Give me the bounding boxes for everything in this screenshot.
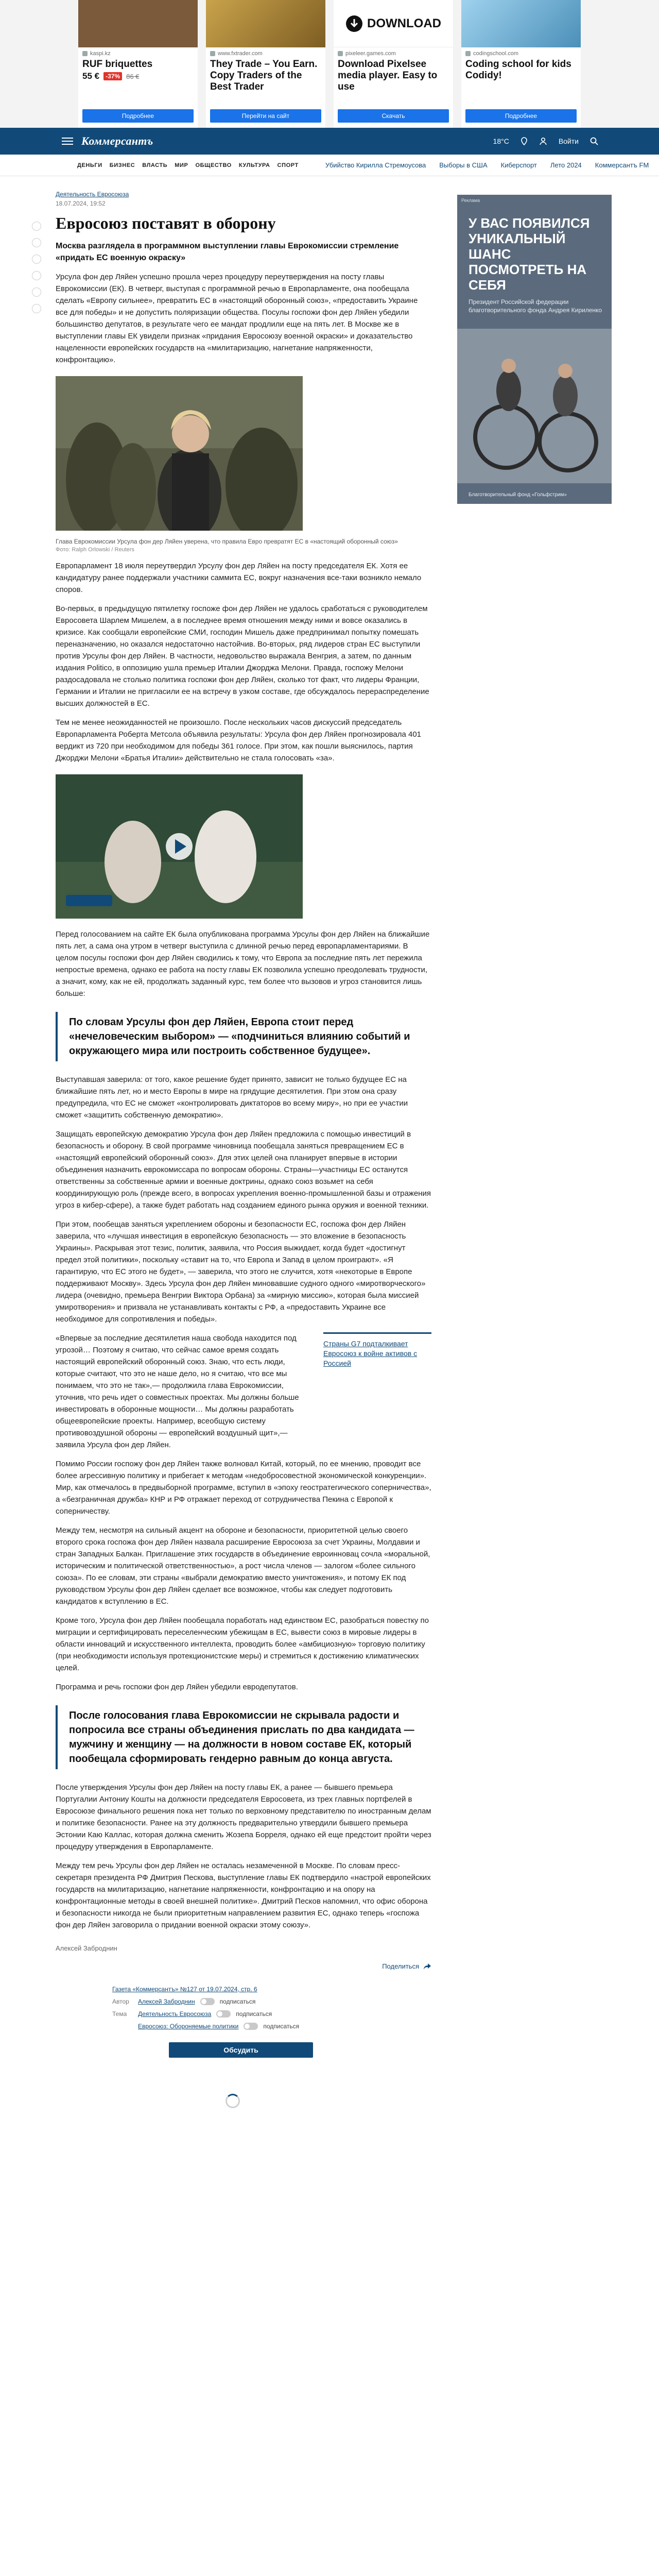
section-nav <box>0 155 659 176</box>
topic-links <box>325 161 649 169</box>
share-icon[interactable] <box>423 1963 431 1970</box>
meta-key: Автор <box>112 1998 129 2005</box>
article-date: 18.07.2024, 19:52 <box>56 200 106 207</box>
video-thumbnail[interactable] <box>56 774 303 919</box>
article-lead: Москва разглядела в программном выступлении главы Еврокомиссии стремление «придать ЕС военную окраску» <box>56 242 399 262</box>
paragraph: «Впервые за последние десятилетия наша свобода находится под угрозой… Поэтому я считаю, что сейчас самое время создать настоящий европейский оборонный союз. Знаю, что есть люди, которые считают, что это не наше дело, но я считаю, что все мы понимаем, что это не так»,— продолжила глава Еврокомиссии, уточнив, что речь идет о совместных проектах. Мы должны больше инвестировать в оборонные мощности… Мы должны разработать общеевропейские проекты. Например, всеобщую систему противовоздушной обороны — европейский воздушный щит»,— заявила Урсула фон дер Ляйен. <box>56 1334 299 1449</box>
share-whatsapp-icon[interactable] <box>32 271 41 280</box>
nav-rubric[interactable]: ОБЩЕСТВО <box>195 162 232 168</box>
ad-image <box>206 0 325 47</box>
paragraph: Между тем речь Урсулы фон дер Ляйен не осталась незамеченной в Москве. По словам пресс-секретаря президента РФ Дмитрия Пескова, выступление главы ЕК подтвердило «настрой европейских государств на милитаризацию, нагнетание напряженности, конфронтацию и на опору на конфронтационные методы в своей внешней политике». Дмитрий Песков напомнил, что офис оборона и безопасности никогда не были приоритетным направлением развития ЕС, однако теперь «госпожа фон дер Ляйен заговорила о придании военной окраски этому союзу». <box>56 1861 431 1929</box>
pull-quote: По словам Урсулы фон дер Ляйен, Европа стоит перед «нечеловеческим выбором» — «подчиниться влиянию событий и окружающего мира или построить собственное будущее». <box>56 1012 431 1061</box>
rail-ad-foot: Благотворительный фонд «Гольфстрим» <box>469 492 567 498</box>
edition-link[interactable]: Газета «Коммерсантъ» №127 от 19.07.2024, стр. 6 <box>112 1986 257 1993</box>
nav-link[interactable]: Выборы в США <box>439 161 488 169</box>
share-bar[interactable] <box>56 1962 431 1970</box>
ad-button[interactable]: Подробнее <box>82 109 194 123</box>
figure-credit: Фото: Ralph Orlowski / Reuters <box>56 547 135 553</box>
ad-image <box>334 0 453 47</box>
rail-ad-sub: Президент Российской федерации благотворительного фонда Андрея Кириленко <box>469 298 602 314</box>
ad-domain: www.fxtrader.com <box>206 47 325 58</box>
ad-card[interactable] <box>334 0 453 128</box>
comment-icon[interactable] <box>32 304 41 313</box>
download-icon <box>345 15 363 32</box>
paragraph: Защищать европейскую демократию Урсула фон дер Ляйен предложила с помощью инвестиций в безопасность и оборону. В свой программе чиновница пообещала заняться превращением ЕС в «настоящий европейский оборонный союз». Для этих целей она планирует впервые в истории объединения назначить еврокомиссара по вопросам обороны. Страны—участницы ЕС останутся ответственны за собственные армии и военные доктрины, однако союз возьмет на себя координирующую роль (прежде всего, в вопросах укрепления военно-промышленной базы и отражения угроз в кибер-сфере), а также будет работать над созданием единого рынка оружия и военной техники. <box>56 1130 431 1210</box>
discount-badge: -37% <box>103 72 122 80</box>
author-row <box>56 1998 431 2005</box>
paragraph: При этом, пообещав заняться укреплением обороны и безопасности ЕС, госпожа фон дер Ляйен заверила, что «лучшая инвестиция в европейскую безопасность — это вложение в безопасность Украины». Раскрывая этот тезис, политик, заявила, что Россия выжидает, когда будет «достигнут предел этой политики», поскольку «ставит на то, что Европа и Запад в целом проиграют». «Я гарантирую, что ЕС этого не будет», — заверила, что этого не случится, хотя «некоторые в Европе поддерживают Москву». Здесь Урсула фон дер Ляйен миновавшие судного одного «миротворческого» лидера (очевидно, премьера Венгрии Виктора Орбана) за «мирную миссию», которая была миссией умиротворения» и призвала не устанавливать контакты с РФ, а «предоставить Украине все необходимое для сопротивления и победы». <box>56 1220 426 1324</box>
ad-card[interactable] <box>461 0 581 128</box>
author-link[interactable]: Алексей Заброднин <box>138 1998 195 2005</box>
rail-ad[interactable] <box>457 195 612 504</box>
ad-label: Реклама <box>461 198 480 203</box>
nav-rubric[interactable]: ДЕНЬГИ <box>77 162 102 168</box>
user-icon[interactable] <box>539 137 547 145</box>
discuss-button[interactable]: Обсудить <box>169 2042 313 2058</box>
paragraph: Помимо России госпожу фон дер Ляйен также волновал Китай, который, по ее мнению, проводит все более агрессивную политику и прибегает к методам «недобросовестной экономической конкуренции». Мир, как отмечалось в предвыборной программе, вступил в «эпоху геостратегического соперничества», а «безграничная дружба» КНР и РФ отражает переход от сотрудничества Пекина с Европой к соперничеству. <box>56 1460 431 1516</box>
figure <box>56 376 431 553</box>
right-rail <box>457 195 612 504</box>
ad-image <box>78 0 198 47</box>
menu-icon[interactable] <box>62 138 73 145</box>
ad-card[interactable] <box>206 0 325 128</box>
download-label: DOWNLOAD <box>367 16 441 30</box>
site-logo[interactable]: Коммерсантъ <box>81 134 153 147</box>
pull-quote: После голосования глава Еврокомиссии не скрывала радости и попросила все страны объединения прислать по два кандидата — мужчину и женщину — на должности в новом составе ЕК, который пообещала сформировать гендерно равным до конца августа. <box>56 1705 431 1769</box>
share-label[interactable]: Поделиться <box>382 1962 419 1970</box>
article <box>56 191 431 2108</box>
location-icon[interactable] <box>521 137 528 145</box>
article-rubric[interactable]: Деятельность Евросоюза <box>56 191 129 198</box>
nav-link[interactable]: Киберспорт <box>500 161 537 169</box>
nav-link[interactable]: Лето 2024 <box>550 161 582 169</box>
figure-caption: Глава Еврокомиссии Урсула фон дер Ляйен уверена, что правила Евро превратят ЕС в «настоящий оборонный союз» <box>56 538 398 545</box>
favicon-icon <box>82 51 88 56</box>
paragraph: Европарламент 18 июля переутвердил Урсулу фон дер Ляйен на посту председателя ЕК. Хотя ее кандидатуру ранее поддержали участники саммита ЕС, вокруг назначения все-таки возникло немало споров. <box>56 562 422 594</box>
subscribe-label[interactable]: подписаться <box>219 1998 256 2005</box>
paragraph: Кроме того, Урсула фон дер Ляйен пообещала поработать над единством ЕС, разобраться повестку по миграции и сертифицировать переселенческим убежищам в ЕС, вывести союз в мировые лидеры в области инноваций и искусственного интеллекта, проводить более «амбициозную» торговую политику (при необходимости используя протекционистские меры) и стремиться к достижению климатических целей. <box>56 1616 429 1672</box>
old-price: 86 € <box>126 72 140 80</box>
theme-link[interactable]: Евросоюз: Обороняемые политики <box>138 2023 239 2030</box>
subscribe-toggle[interactable] <box>200 1998 215 2005</box>
rail-ad-photo <box>457 329 612 483</box>
subscribe-label[interactable]: подписаться <box>263 2023 300 2030</box>
ad-title[interactable]: They Trade – You Earn. Copy Traders of the Best Trader <box>210 59 318 92</box>
ad-domain: codingschool.com <box>461 47 581 58</box>
ad-title[interactable]: Coding school for kids Codidy! <box>465 59 571 81</box>
paragraph: Тем не менее неожиданностей не произошло. После нескольких часов дискуссий председатель Европарламента Роберта Метсола объявила результаты: Урсула фон дер Ляйен прогнозировала 401 вердикт из 720 при необходимом для победы 361 голосе. При этом, как пошли выяснилось, партия Джорджи Мелони «Братья Италии» действительно не стала голосовать «за». <box>56 718 422 762</box>
paragraph: Во-первых, в предыдущую пятилетку госпоже фон дер Ляйен не удалось сработаться с руководителем Евросовета Шарлем Мишелем, а в последнее время отношения между ними и вовсе оказались в кризисе. Как сообщали европейские СМИ, господин Мишель даже предпринимал попытку помешать переназначению, но оказался недостаточно настойчив. Во-вторых, ряд лидеров стран ЕС выступили против Урсулы фон дер Ляйен. В частности, недовольство выражала Венгрия, а затем, по данным издания Politico, в оппозицию ушла премьер Италии Джорджа Мелони. Правда, госпожу Мелони раздосадовала не столько политика госпожи фон дер Ляйен, сколько тот факт, что лидеры Франции, Германии и Италии не пригласили ее на встречу в узком составе, где обсуждалось перераспределение высших должностей в ЕС. <box>56 604 429 708</box>
article-author[interactable]: Алексей Заброднин <box>56 1944 117 1952</box>
paragraph: Выступавшая заверила: от того, какое решение будет принято, зависит не только будущее ЕС на ближайшие пять лет, но и место Европы в мире на грядущие десятилетия. При этом она сразу предупредила, что ЕС не сможет «контролировать диктаторов во всему миру», но при ее участии сможет «защитить собственную демократию». <box>56 1075 408 1120</box>
ad-domain: pixeleer.games.com <box>334 47 453 58</box>
ad-domain: kaspi.kz <box>78 47 198 58</box>
subscribe-toggle[interactable] <box>244 2023 258 2030</box>
nav-rubric[interactable]: СПОРТ <box>277 162 299 168</box>
paragraph: Урсула фон дер Ляйен успешно прошла через процедуру переутверждения на посту главы Еврокомиссии (ЕК). В четверг, выступая с программной речью в Европарламенте, она пообещала сделать «Европу сильнее», превратить ЕС в «настоящий оборонный союз», «предоставить Украине все для победы» и не допустить поляризации общества. Посулы госпожи фон дер Ляйен убедили большинство депутатов, в результате чего ее мандат продлили еще на пять лет. В Москве же в выступлении главы ЕК увидели признак «придания Евросоюзу военной окраски» и доказательство нацеленности европейских государств на «милитаризацию, нагнетание напряженности, конфронтацию». <box>56 273 418 364</box>
photo-von-der-leyen <box>56 376 303 531</box>
ad-cards <box>78 0 581 128</box>
bookmark-icon[interactable] <box>32 287 41 297</box>
ad-button[interactable]: Подробнее <box>465 109 577 123</box>
share-telegram-icon[interactable] <box>32 238 41 247</box>
theme-row <box>56 2010 431 2018</box>
share-rail <box>31 222 42 313</box>
loading-spinner-icon <box>226 2094 240 2108</box>
paragraph: Программа и речь госпожи фон дер Ляйен убедили евродепутатов. <box>56 1683 298 1691</box>
article-title: Евросоюз поставят в оборону <box>56 214 276 232</box>
nav-rubric[interactable]: ВЛАСТЬ <box>142 162 168 168</box>
header-tools <box>493 128 598 155</box>
meta-key: Тема <box>112 2010 127 2018</box>
nav-rubric[interactable]: КУЛЬТУРА <box>238 162 270 168</box>
ad-title[interactable]: RUF briquettes <box>82 59 153 70</box>
theme-row <box>56 2023 431 2030</box>
favicon-icon <box>465 51 471 56</box>
favicon-icon <box>210 51 215 56</box>
nav-link[interactable]: Коммерсантъ FM <box>595 161 649 169</box>
share-ok-icon[interactable] <box>32 255 41 264</box>
nav-rubric[interactable]: МИР <box>175 162 188 168</box>
paragraph: После утверждения Урсулы фон дер Ляйен на посту главы ЕК, а ранее — бывшего премьера Португалии Антониу Кошты на должности председателя Евросовета, из трех главных портфелей в Евросоюзе финального решения пока нет только по верховному представителю по иностранным делам и политике безопасности. Ранее на эту должность предварительно утвердили бывшего премьера Эстонии Каю Каллас, которая должна сменить Жозепа Борреля, однако ей еще предстоит пройти через процедуру утверждения в Европарламенте. <box>56 1783 431 1851</box>
ad-title[interactable]: Download Pixelsee media player. Easy to use <box>338 59 438 92</box>
ad-card[interactable] <box>78 0 198 128</box>
subscribe-label[interactable]: подписаться <box>236 2010 272 2018</box>
ad-button[interactable]: Перейти на сайт <box>210 109 321 123</box>
article-meta <box>56 1986 431 2108</box>
paragraph: Между тем, несмотря на сильный акцент на обороне и безопасности, приоритетной целью своего второго срока госпожа фон дер Ляйен назвала расширение Евросоюза за счет Украины, Молдавии и стран Западных Балкан. Приглашение этих государств в объединение евроинновац сочла «моральной, историческим и политической ответственностью», а рост числа членов — залогом «более сильного союза». По ее словам, эти страны «выбрали демократию вместо уничтожения», и потому ЕК под руководством Урсулы фон дер Ляйен сделает все возможное, чтобы как следует подготовить кандидатов к вступлению в ЕС. <box>56 1526 430 1606</box>
nav-rubric[interactable]: БИЗНЕС <box>109 162 135 168</box>
article-body <box>56 271 431 1931</box>
ad-image <box>461 0 581 47</box>
search-icon[interactable] <box>590 137 598 145</box>
weather: 18°C <box>493 137 509 145</box>
paragraph: Перед голосованием на сайте ЕК была опубликована программа Урсулы фон дер Ляйен на ближайшие пять лет, а сама она утром в четверг выступила с длинной речью перед европарламентариями. В целом посулы госпожи фон дер Ляйен сводились к тому, что Европа за последние пять лет пережила непростые времена, однако ее работа на посту главы ЕК позволила успешно преодолевать трудности, а значит, кому, как не ей, продолжать заданный курс, тем более что вызовов и угроз становится лишь больше: <box>56 930 430 998</box>
edition-row <box>56 1986 431 1993</box>
share-vk-icon[interactable] <box>32 222 41 231</box>
rail-ad-headline: У ВАС ПОЯВИЛСЯ УНИКАЛЬНЫЙ ШАНС ПОСМОТРЕТЬ НА СЕБЯ <box>469 215 590 293</box>
top-ad-strip <box>0 0 659 128</box>
video-figure[interactable] <box>56 774 431 921</box>
favicon-icon <box>338 51 343 56</box>
nav-link[interactable]: Убийство Кирилла Стремоусова <box>325 161 426 169</box>
login-link[interactable]: Войти <box>558 137 579 145</box>
site-header <box>0 128 659 155</box>
related-link-box <box>323 1332 431 1451</box>
aside-row <box>56 1325 431 1451</box>
subscribe-toggle[interactable] <box>216 2010 231 2018</box>
theme-link[interactable]: Деятельность Евросоюза <box>138 2010 212 2018</box>
rubric-list <box>77 162 299 168</box>
related-link[interactable]: Страны G7 подталкивает Евросоюз к войне активов с Россией <box>323 1340 418 1367</box>
ad-button[interactable]: Скачать <box>338 109 449 123</box>
ad-price: 55 € -37% 86 € <box>82 71 140 81</box>
